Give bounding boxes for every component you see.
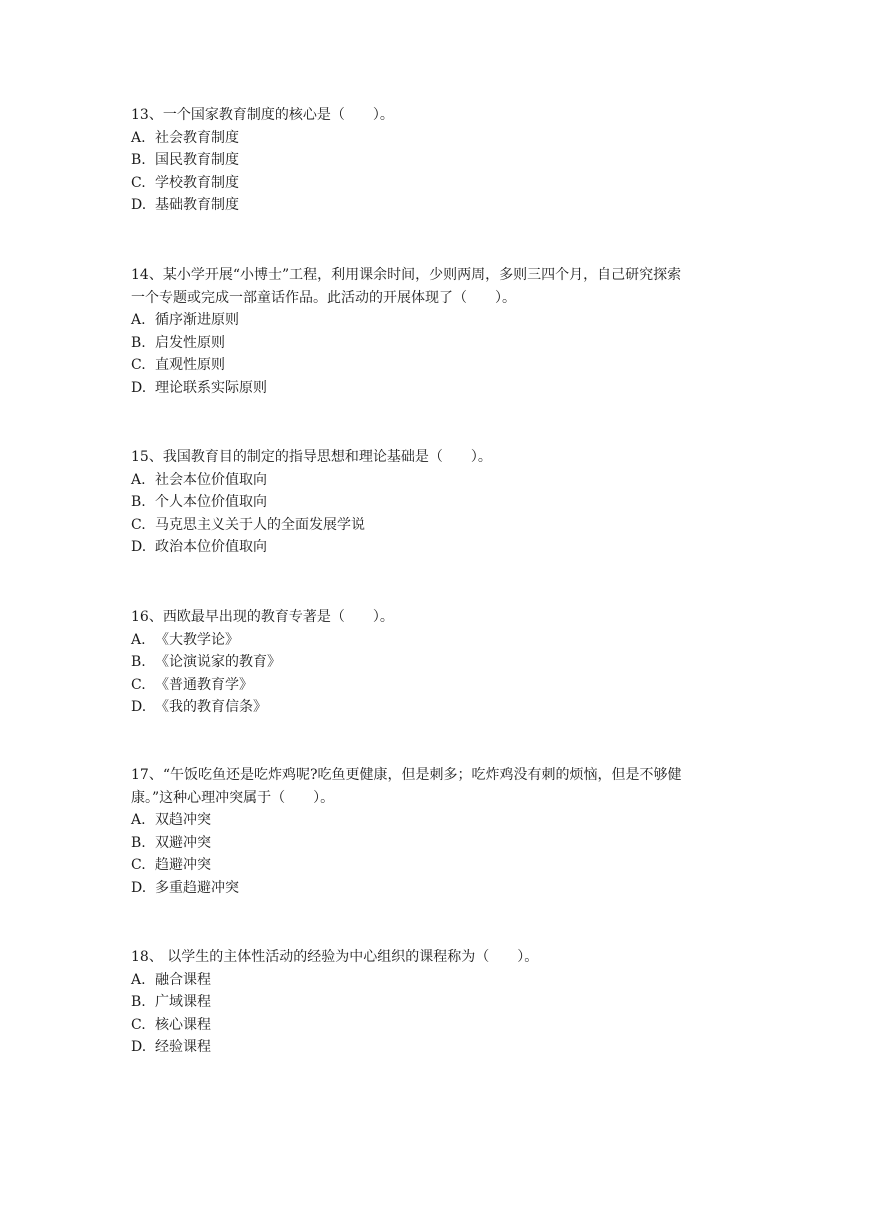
question-17: [131, 764, 751, 899]
option-a: [131, 309, 751, 332]
option-b: [131, 491, 751, 514]
option-letter: B.: [131, 654, 146, 670]
option-letter: D.: [131, 879, 147, 896]
option-letter: A.: [131, 471, 146, 488]
stem-line: 一个专题或完成一部童话作品。此活动的开展体现了（ ）。: [131, 289, 516, 306]
option-text: 经验课程: [155, 1039, 211, 1055]
option-text: 启发性原则: [155, 334, 225, 351]
option-d: [131, 877, 751, 900]
stem-line: 13、一个国家教育制度的核心是（ ）。: [131, 107, 394, 123]
option-letter: D.: [131, 699, 147, 715]
option-text: 个人本位价值取向: [155, 494, 267, 510]
stem-line: 16、西欧最早出现的教育专著是（ ）。: [131, 609, 394, 625]
option-c: [131, 674, 751, 697]
option-text: 社会本位价值取向: [155, 471, 267, 488]
option-text: 双趋冲突: [155, 812, 211, 828]
option-text: 马克思主义关于人的全面发展学说: [155, 516, 365, 533]
option-b: [131, 651, 751, 674]
option-text: 政治本位价值取向: [155, 539, 267, 555]
question-15: [131, 446, 751, 559]
stem-line: 14、某小学开展“小博士”工程，利用课余时间，少则两周，多则三四个月，自己研究探索: [131, 267, 682, 283]
option-a: [131, 469, 751, 492]
option-letter: D.: [131, 197, 147, 213]
option-list: [131, 309, 751, 399]
stem-line: 18、 以学生的主体性活动的经验为中心组织的课程称为（ ）。: [131, 949, 539, 965]
question-18: [131, 946, 751, 1059]
option-d: [131, 696, 751, 719]
option-letter: B.: [131, 994, 146, 1010]
option-text: 融合课程: [155, 971, 211, 988]
option-letter: D.: [131, 1039, 147, 1055]
option-text: 基础教育制度: [155, 197, 239, 213]
question-14: [131, 264, 751, 399]
question-stem: [131, 946, 751, 969]
option-text: 《大教学论》: [155, 631, 239, 648]
option-letter: C.: [131, 1016, 146, 1033]
option-letter: B.: [131, 334, 146, 351]
option-letter: C.: [131, 357, 146, 373]
question-stem: [131, 264, 751, 309]
option-text: 循序渐进原则: [155, 312, 239, 328]
option-a: [131, 969, 751, 992]
option-text: 《普通教育学》: [155, 676, 253, 693]
option-letter: D.: [131, 539, 147, 555]
option-list: [131, 809, 751, 899]
option-b: [131, 149, 751, 172]
option-letter: A.: [131, 129, 146, 146]
option-letter: A.: [131, 812, 146, 828]
option-b: [131, 991, 751, 1014]
option-c: [131, 172, 751, 195]
option-letter: C.: [131, 174, 146, 191]
option-list: [131, 469, 751, 559]
option-letter: C.: [131, 857, 146, 873]
option-a: [131, 809, 751, 832]
option-text: 核心课程: [155, 1016, 211, 1033]
question-stem: [131, 764, 751, 809]
question-stem: [131, 606, 751, 629]
option-c: [131, 854, 751, 877]
question-stem: [131, 446, 751, 469]
question-16: [131, 606, 751, 719]
option-list: [131, 127, 751, 217]
option-b: [131, 332, 751, 355]
option-letter: B.: [131, 494, 146, 510]
option-a: [131, 127, 751, 150]
option-letter: A.: [131, 971, 146, 988]
option-text: 《我的教育信条》: [155, 699, 267, 715]
option-letter: B.: [131, 834, 146, 851]
option-d: [131, 377, 751, 400]
option-text: 直观性原则: [155, 357, 225, 373]
option-text: 社会教育制度: [155, 129, 239, 146]
option-letter: C.: [131, 676, 146, 693]
option-letter: A.: [131, 312, 146, 328]
option-a: [131, 629, 751, 652]
option-text: 《论演说家的教育》: [155, 654, 281, 670]
option-letter: A.: [131, 631, 146, 648]
option-text: 国民教育制度: [155, 152, 239, 168]
option-list: [131, 629, 751, 719]
option-text: 多重趋避冲突: [155, 879, 239, 896]
option-d: [131, 536, 751, 559]
option-c: [131, 514, 751, 537]
stem-line: 17、“午饭吃鱼还是吃炸鸡呢?吃鱼更健康，但是刺多；吃炸鸡没有刺的烦恼，但是不够健: [131, 767, 682, 783]
option-letter: C.: [131, 516, 146, 533]
option-text: 双避冲突: [155, 834, 211, 851]
option-c: [131, 1014, 751, 1037]
question-13: [131, 104, 751, 217]
stem-line: 康。”这种心理冲突属于（ ）。: [131, 789, 335, 806]
option-text: 学校教育制度: [155, 174, 239, 191]
option-b: [131, 832, 751, 855]
question-stem: [131, 104, 751, 127]
stem-line: 15、我国教育目的制定的指导思想和理论基础是（ ）。: [131, 449, 492, 465]
option-letter: D.: [131, 379, 147, 396]
option-text: 趋避冲突: [155, 857, 211, 873]
option-letter: B.: [131, 152, 146, 168]
option-text: 理论联系实际原则: [155, 379, 267, 396]
option-text: 广域课程: [155, 994, 211, 1010]
option-d: [131, 1036, 751, 1059]
option-d: [131, 194, 751, 217]
option-list: [131, 969, 751, 1059]
option-c: [131, 354, 751, 377]
